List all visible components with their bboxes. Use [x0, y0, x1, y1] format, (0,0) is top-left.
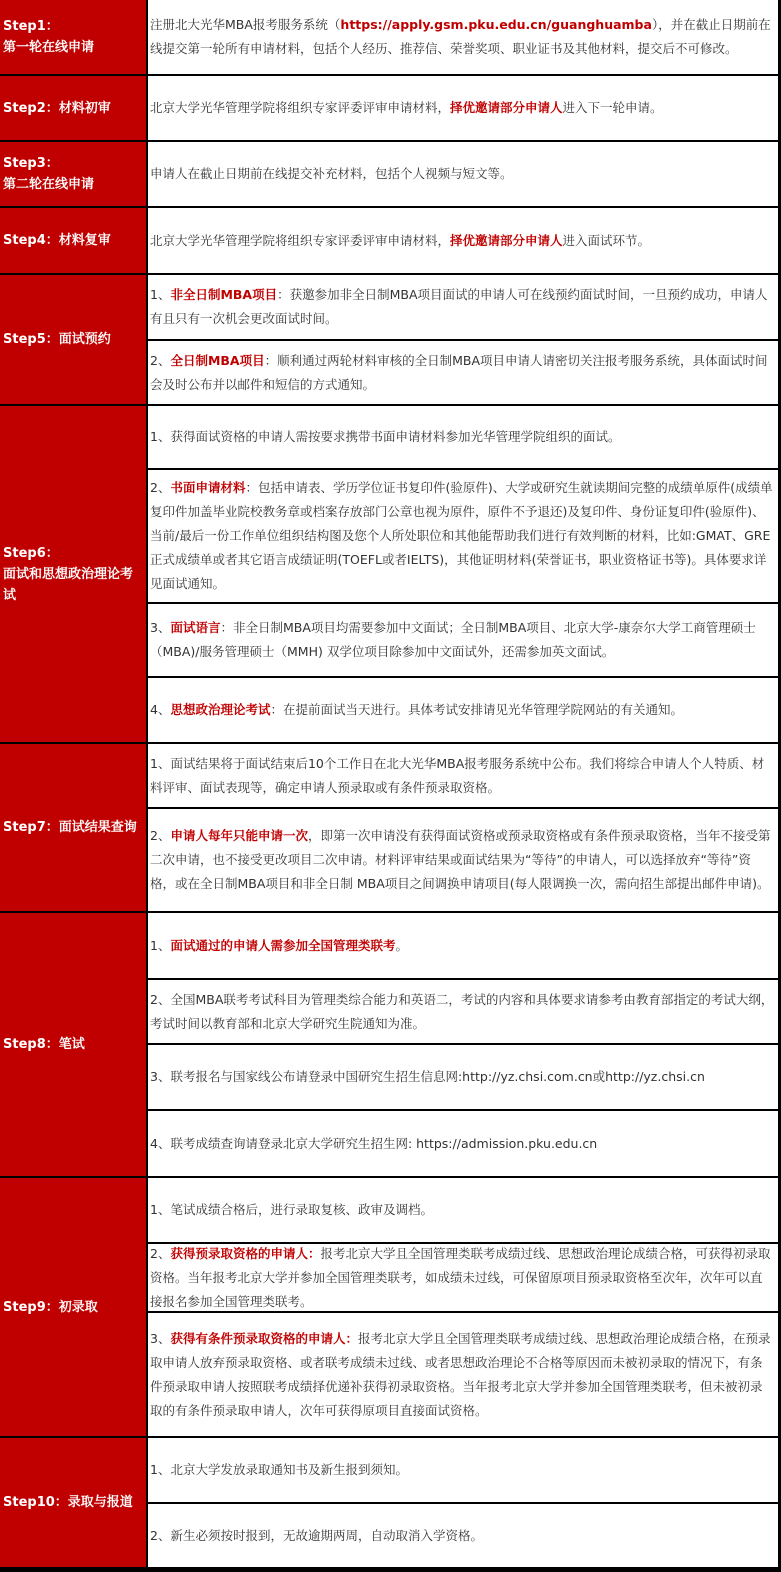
- step-title: 第二轮在线申请: [3, 177, 95, 192]
- step-row-9: [0, 1178, 778, 1436]
- step-detail: [148, 406, 778, 468]
- detail-text: 1、获得面试资格的申请人需按要求携带书面申请材料参加光华管理学院组织的面试。: [150, 429, 621, 444]
- step-label: [0, 406, 146, 742]
- detail-text: ：在提前面试当天进行。具体考试安排请见光华管理学院网站的有关通知。: [270, 702, 683, 717]
- step-row-10: [0, 1438, 778, 1567]
- highlight-text: 面试通过的申请人需参加全国管理类联考: [170, 937, 396, 953]
- step-detail: [148, 913, 778, 978]
- step-title: Step10：录取与报道: [3, 1495, 133, 1510]
- detail-text: 进入面试环节。: [562, 232, 651, 248]
- detail-text: 进入下一轮申请。: [562, 100, 663, 115]
- step-number: Step3：: [3, 156, 59, 171]
- detail-text: 注册北大光华MBA报考服务系统（: [150, 17, 341, 32]
- step-detail: [148, 0, 778, 74]
- detail-text: 2、: [150, 1245, 171, 1261]
- highlight-text: 书面申请材料: [170, 480, 246, 495]
- detail-text: 2、全国MBA联考考试科目为管理类综合能力和英语二，考试的内容和具体要求请参考由教育部指定的考试大纲，考试时间以教育部和北京大学研究生院通知为准。: [150, 991, 774, 1031]
- detail-text: ：包括申请表、学历学位证书复印件(验原件)、大学或研究生就读期间完整的成绩单原件(成绩单复印件加盖毕业院校教务章或档案存放部门公章也视为原件，原件不予退还)及复印件、身份证复印件(验原件)、当前/最后一份工作单位组织结构图及您个人所处职位和其他能帮助我们进行有效判断的材料，比如:GMAT、GRE正式成绩单或者其它语言成绩证明(TOEFL或者IELTS)，其他证明材料(荣誉证书，职业资格证书等)。具体要求详见面试通知。: [150, 480, 773, 591]
- step-label: [0, 208, 146, 273]
- apply-system-link[interactable]: https://apply.gsm.pku.edu.cn/guanghuamba: [340, 17, 652, 32]
- step-detail: [148, 275, 778, 339]
- step-label: [0, 1178, 146, 1436]
- highlight-text: 面试语言: [170, 620, 221, 635]
- step-row-3: [0, 142, 778, 206]
- step-detail: [148, 142, 778, 206]
- step-detail: [148, 1438, 778, 1502]
- detail-text: 1、面试结果将于面试结束后10个工作日在北大光华MBA报考服务系统中公布。我们将综合申请人个人特质、材料评审、面试表现等，确定申请人预录取或有条件预录取资格。: [150, 755, 765, 795]
- detail-text: 。: [395, 937, 408, 953]
- step-label: [0, 275, 146, 404]
- detail-text: 3、: [150, 1330, 171, 1346]
- step-title: 面试和思想政治理论考试: [3, 566, 134, 603]
- detail-text: 2、: [150, 480, 171, 495]
- step-detail: [148, 744, 778, 807]
- highlight-text: 全日制MBA项目: [170, 352, 265, 368]
- detail-text: 1、北京大学发放录取通知书及新生报到须知。: [150, 1462, 408, 1477]
- step-detail: [148, 1313, 778, 1436]
- step-title: Step9：初录取: [3, 1299, 98, 1315]
- step-detail: [148, 1178, 778, 1242]
- highlight-text: 思想政治理论考试: [170, 702, 271, 717]
- detail-text: 1、笔试成绩合格后，进行录取复核、政审及调档。: [150, 1202, 433, 1217]
- detail-text: 3、联考报名与国家线公布请登录中国研究生招生信息网:http://yz.chsi.com.cn或http://yz.chsi.cn: [150, 1069, 705, 1084]
- detail-text: 北京大学光华管理学院将组织专家评委评审申请材料，: [150, 100, 451, 115]
- step-row-4: [0, 208, 778, 273]
- step-title: 第一轮在线申请: [3, 40, 95, 55]
- detail-text: 3、: [150, 620, 171, 635]
- detail-text: 2、: [150, 352, 171, 368]
- step-label: [0, 142, 146, 206]
- detail-text: 1、: [150, 287, 171, 302]
- highlight-text: 非全日制MBA项目: [170, 287, 278, 302]
- highlight-text: 择优邀请部分申请人: [450, 232, 563, 248]
- detail-text: 1、: [150, 937, 171, 953]
- step-title: Step7：面试结果查询: [3, 820, 137, 835]
- detail-text: ：非全日制MBA项目均需要参加中文面试；全日制MBA项目、北京大学-康奈尔大学工商管理硕士（MBA)/服务管理硕士（MMH) 双学位项目除参加中文面试外，还需参加英文面试。: [150, 620, 756, 659]
- highlight-text: 获得有条件预录取资格的申请人：: [170, 1330, 358, 1346]
- detail-text: 4、: [150, 702, 171, 717]
- step-detail: [148, 604, 778, 676]
- highlight-text: 申请人每年只能申请一次: [170, 828, 308, 843]
- detail-text: 北京大学光华管理学院将组织专家评委评审申请材料，: [150, 232, 451, 248]
- detail-text: ：顺利通过两轮材料审核的全日制MBA项目申请人请密切关注报考服务系统，具体面试时间会及时公布并以邮件和短信的方式通知。: [150, 352, 768, 392]
- step-row-5: [0, 275, 778, 404]
- step-detail: [148, 76, 778, 140]
- detail-text: 4、联考成绩查询请登录北京大学研究生招生网: https://admission.pku.edu.cn: [150, 1135, 598, 1151]
- step-title: Step5：面试预约: [3, 332, 111, 347]
- detail-text: ），并在截止日期前在线提交第一轮所有申请材料，包括个人经历、推荐信、荣誉奖项、职业证书及其他材料，提交后不可修改。: [150, 17, 771, 56]
- detail-text: 申请人在截止日期前在线提交补充材料，包括个人视频与短文等。: [150, 166, 513, 181]
- step-row-6: [0, 406, 778, 742]
- highlight-text: 择优邀请部分申请人: [450, 100, 563, 115]
- step-title: Step2：材料初审: [3, 100, 111, 116]
- step-detail: [148, 1045, 778, 1109]
- step-label: [0, 0, 146, 74]
- step-number: Step1：: [3, 19, 59, 34]
- step-label: [0, 913, 146, 1176]
- step-row-1: [0, 0, 778, 74]
- step-detail: [148, 470, 778, 602]
- detail-text: ：获邀参加非全日制MBA项目面试的申请人可在线预约面试时间，一旦预约成功，申请人有且只有一次机会更改面试时间。: [150, 287, 768, 326]
- step-detail: [148, 208, 778, 273]
- step-detail: [148, 1244, 778, 1311]
- step-label: [0, 1438, 146, 1567]
- step-row-2: [0, 76, 778, 140]
- step-detail: [148, 341, 778, 404]
- step-title: Step4：材料复审: [3, 233, 111, 248]
- step-row-8: [0, 913, 778, 1176]
- step-label: [0, 76, 146, 140]
- detail-text: 报考北京大学且全国管理类联考成绩过线、思想政治理论成绩合格，在预录取申请人放弃预录取资格、或者联考成绩未过线、或者思想政治理论不合格等原因而未被初录取的情况下，有条件预录取申请人按照联考成绩择优递补获得初录取资格。当年报考北京大学并参加全国管理类联考，但未被初录取的有条件预录取申请人，次年可获得原项目直接面试资格。: [150, 1330, 771, 1418]
- step-detail: [148, 980, 778, 1043]
- detail-text: 2、新生必须按时报到，无故逾期两周，自动取消入学资格。: [150, 1527, 483, 1543]
- step-row-7: [0, 744, 778, 911]
- highlight-text: 获得预录取资格的申请人：: [170, 1245, 321, 1261]
- step-title: Step8：笔试: [3, 1037, 85, 1052]
- step-detail: [148, 1504, 778, 1567]
- step-detail: [148, 678, 778, 742]
- step-label: [0, 744, 146, 911]
- detail-text: ，即第一次申请没有获得面试资格或预录取资格或有条件预录取资格，当年不接受第二次申请，也不接受更改项目二次申请。材料评审结果或面试结果为“等待”的申请人，可以选择放弃“等待”资格，或在全日制MBA项目和非全日制 MBA项目之间调换申请项目(每人限调换一次，需向招生部提出邮件申请)。: [150, 828, 771, 891]
- step-number: Step6：: [3, 545, 59, 561]
- step-detail: [148, 1111, 778, 1176]
- step-detail: [148, 809, 778, 911]
- detail-text: 报考北京大学且全国管理类联考成绩过线、思想政治理论成绩合格，可获得初录取资格。当年报考北京大学并参加全国管理类联考，如成绩未过线，可保留原项目预录取资格至次年，次年可以直接报名参加全国管理类联考。: [150, 1245, 771, 1309]
- detail-text: 2、: [150, 828, 171, 843]
